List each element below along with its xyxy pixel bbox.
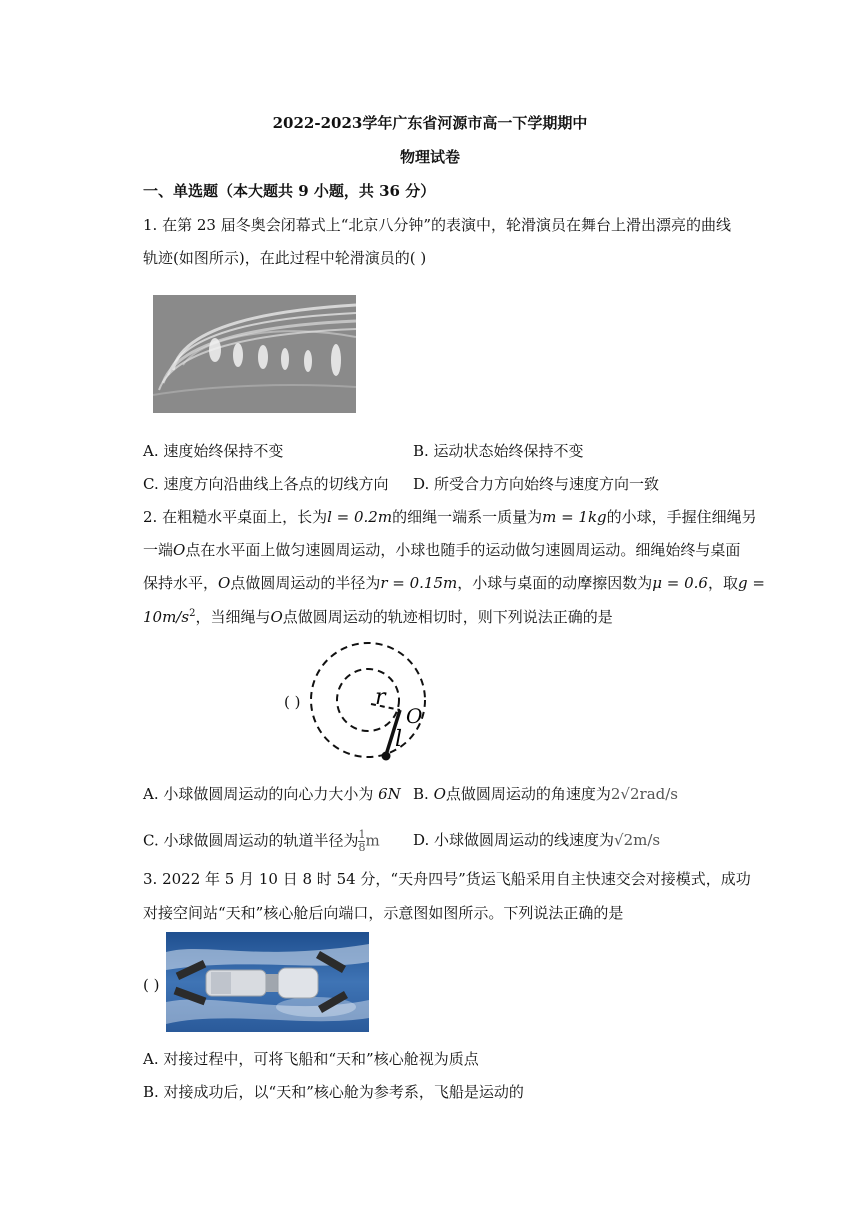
q2-circle-diagram xyxy=(305,638,440,763)
q2-answer-paren: ( ) xyxy=(284,693,301,711)
q2-text: 点在水平面上做匀速圆周运动，小球也随手的运动做匀速圆周运动。细绳始终与桌面 xyxy=(185,541,741,559)
label-l: l xyxy=(395,727,403,752)
q2-math-r: r = 0.15m xyxy=(380,574,458,592)
q2-math-mu: μ = 0.6 xyxy=(652,574,708,592)
q2-text: 2. 在粗糙水平桌面上，长为 xyxy=(143,508,328,526)
q2-option-b xyxy=(413,783,678,804)
q3-answer-paren: ( ) xyxy=(143,976,160,994)
paper-title: 2022-2023学年广东省河源市高一下学期期中 xyxy=(272,114,588,132)
q3-option-b: B. 对接成功后，以“天和”核心舱为参考系，飞船是运动的 xyxy=(143,1083,524,1101)
q2-option-d-text: D. 小球做圆周运动的线速度为 xyxy=(413,831,615,849)
q2-math-o: O xyxy=(270,608,283,626)
q2-option-d-math: √2m/s xyxy=(614,831,661,849)
q2-text: ，当细绳与 xyxy=(195,608,271,626)
skater-trails-image xyxy=(153,295,356,413)
q3-stem-line2: 对接空间站“天和”核心舱后向端口，示意图如图所示。下列说法正确的是 xyxy=(143,904,624,922)
q2-text: ，取 xyxy=(707,574,738,592)
q2-text: 的小球，手握住细绳另 xyxy=(606,508,757,526)
space-station-image xyxy=(166,932,369,1032)
q3-option-a: A. 对接过程中，可将飞船和“天和”核心舱视为质点 xyxy=(143,1050,479,1068)
tianzhou-module xyxy=(278,968,318,998)
q2-option-d xyxy=(413,829,660,850)
q1-stem-line1: 1. 在第 23 届冬奥会闭幕式上“北京八分钟”的表演中，轮滑演员在舞台上滑出漂亮的曲线 xyxy=(143,216,732,234)
q1-option-c: C. 速度方向沿曲线上各点的切线方向 xyxy=(143,475,389,493)
fraction-denominator: 8 xyxy=(358,841,366,854)
q2-text: 的细绳一端系一质量为 xyxy=(392,508,543,526)
skater-photo xyxy=(153,295,356,413)
q2-option-c-unit: m xyxy=(365,831,380,850)
q2-option-a-text: A. 小球做圆周运动的向心力大小为 xyxy=(143,785,379,803)
q2-text: ，小球与桌面的动摩擦因数为 xyxy=(457,574,653,592)
q1-option-a: A. 速度始终保持不变 xyxy=(143,442,284,460)
q2-stem-line3 xyxy=(143,572,765,593)
q2-text: 点做圆周运动的轨迹相切时，则下列说法正确的是 xyxy=(282,608,613,626)
q3-stem-line1: 3. 2022 年 5 月 10 日 8 时 54 分，“天舟四号”货运飞船采用自主快速交会对接模式，成功 xyxy=(143,870,751,888)
q1-stem-line2: 轨迹(如图所示)，在此过程中轮滑演员的( ) xyxy=(143,249,427,267)
q2-text: 一端 xyxy=(143,541,174,559)
q2-option-b-text: 点做圆周运动的角速度为 xyxy=(445,785,611,803)
fraction-numerator: 1 xyxy=(358,828,366,841)
q1-option-b: B. 运动状态始终保持不变 xyxy=(413,442,584,460)
q2-stem-line4 xyxy=(143,606,613,627)
outer-circle-path xyxy=(311,643,425,757)
q2-option-a xyxy=(143,783,401,804)
q2-superscript: 2 xyxy=(189,608,196,619)
q2-stem-line1 xyxy=(143,506,757,527)
q2-math-o: O xyxy=(218,574,231,592)
q2-option-b-math: 2√2rad/s xyxy=(610,785,679,803)
q2-math-o: O xyxy=(173,541,186,559)
inner-circle-path xyxy=(337,669,399,731)
label-r: r xyxy=(375,685,386,710)
q2-text: 点做圆周运动的半径为 xyxy=(230,574,381,592)
q1-option-d: D. 所受合力方向始终与速度方向一致 xyxy=(413,475,660,493)
q2-option-c xyxy=(143,829,380,854)
q2-math-m: m = 1kg xyxy=(542,508,607,526)
q2-math-l: l = 0.2m xyxy=(327,508,393,526)
label-o: O xyxy=(406,704,423,728)
space-station-photo xyxy=(166,932,369,1032)
q2-stem-line2 xyxy=(143,539,740,560)
paper-subtitle: 物理试卷 xyxy=(399,148,460,166)
q2-text: 保持水平， xyxy=(143,574,219,592)
ball-dot xyxy=(382,752,391,761)
section-heading: 一、单选题（本大题共 9 小题，共 36 分） xyxy=(143,182,436,200)
q2-math-g: g = xyxy=(738,574,765,592)
q2-option-b-math-o: O xyxy=(433,785,446,803)
q2-option-a-math: 6N xyxy=(378,785,401,803)
q2-option-c-text: C. 小球做圆周运动的轨道半径为 xyxy=(143,831,359,850)
q2-math-g-value: 10m/s xyxy=(143,608,190,626)
q2-option-b-label: B. xyxy=(413,785,434,803)
